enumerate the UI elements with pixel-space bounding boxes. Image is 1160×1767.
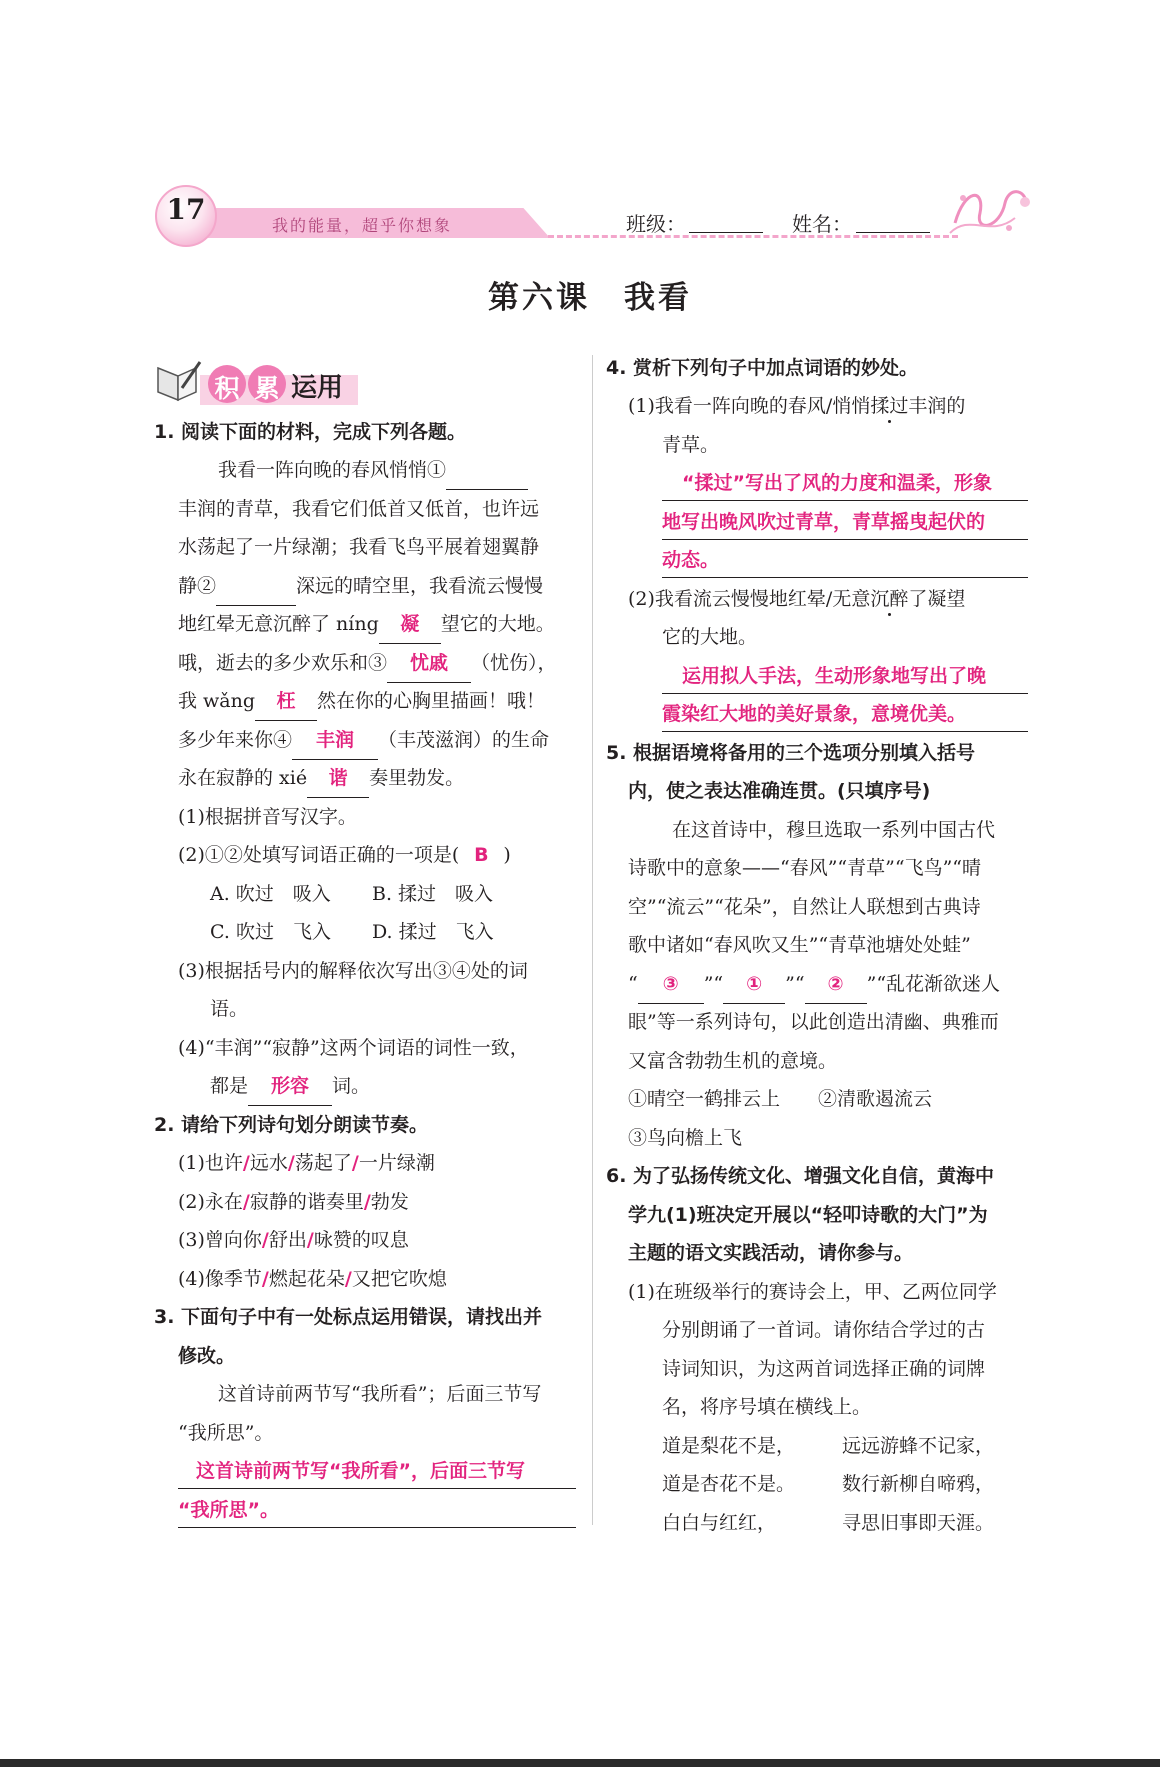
page-number: 17 [166,193,206,226]
rhythm-slash: / [363,1191,371,1213]
section-ji: 积 [214,374,240,403]
q1-text: 奏里勃发。 [369,767,465,789]
q4-text: 了凝望 [908,588,966,610]
q4-answer-line [662,500,1028,501]
answer-xie[interactable]: 谐 [307,759,369,798]
dotted-word: 沉醉 [870,580,908,618]
q3-answer-2[interactable]: “我所思”。 [178,1499,279,1521]
q3-answer-1[interactable]: 这首诗前两节写“我所看”，后面三节写 [196,1460,525,1482]
q3-stem-1: 3. 下面句子中有一处标点运用错误，请找出并 [154,1306,543,1328]
column-divider [592,355,593,1525]
q1-line-b: 丰润的青草，我看它们低首又低首，也许远 [178,498,540,520]
q6-stem-1: 6. 为了弘扬传统文化、增强文化自信，黄海中 [606,1165,995,1187]
q5-fill-1[interactable]: ③ [638,965,704,1004]
q4-answer-line [662,693,1028,694]
q2-line-2 [178,1183,409,1221]
poem-b-line-3: 寻思旧事即天涯。 [842,1512,995,1534]
page-title: 第六课 我看 [488,280,692,316]
poem-a-line-2: 道是杏花不是。 [662,1473,796,1495]
book-pen-icon [152,358,204,404]
q5-text-1: 在这首诗中，穆旦选取一系列中国古代 [672,819,996,841]
q1-text: 词。 [332,1075,371,1097]
rhythm-text: 一片绿潮 [358,1152,435,1174]
q3-text-1: 这首诗前两节写“我所看”；后面三节写 [218,1383,542,1405]
rhythm-text: 荡起了 [294,1152,352,1174]
dotted-word: 揉过 [870,387,908,425]
rhythm-slash: / [287,1152,295,1174]
poem-a-line-3: 白白与红红， [662,1512,777,1534]
q1-text: （丰茂滋润）的生命 [378,729,550,751]
q1-text: 望它的大地。 [440,613,555,635]
rhythm-slash: / [344,1268,352,1290]
q1-line-f [178,644,557,683]
q5-option-3: ③鸟向檐上飞 [628,1127,743,1149]
option-d: D. 揉过 飞入 [372,921,494,943]
quote-pair: ”“ [703,973,724,995]
flower-ornament-icon [945,178,1035,240]
q1-text: 我 wǎng [178,690,256,712]
answer-fengrun[interactable]: 丰润 [292,721,378,760]
rhythm-text: 寂静的谐奏里 [249,1191,364,1213]
q4-answer-line [662,539,1028,540]
q1-line-e [178,605,555,644]
name-field[interactable] [856,232,930,233]
rhythm-slash: / [242,1152,250,1174]
answer-ning[interactable]: 凝 [379,605,441,644]
q3-answer-line-2 [178,1527,576,1528]
rhythm-slash: / [242,1191,250,1213]
rhythm-slash: / [351,1152,359,1174]
q5-fill-2[interactable]: ① [723,965,785,1004]
option-c: C. 吹过 飞入 [210,921,331,943]
q2-line-4 [178,1260,447,1298]
q2-line-3 [178,1221,409,1259]
q4-answer-1a[interactable]: “揉过”写出了风的力度和温柔，形象 [682,472,992,494]
option-b: B. 揉过 吸入 [372,883,494,905]
answer-choice[interactable]: B [474,844,489,866]
q5-text-4: 歌中诸如“春风吹又生”“青草池塘处处蛙” [628,934,971,956]
q5-stem-1: 5. 根据语境将备用的三个选项分别填入括号 [606,742,976,764]
q1-text: 深远的晴空里，我看流云慢慢 [296,575,544,597]
q1-sub1: (1)根据拼音写汉字。 [178,806,357,828]
q1-text: 我看一阵向晚的春风悄悄① [218,459,447,481]
q2-stem: 2. 请给下列诗句划分朗读节奏。 [154,1114,429,1136]
q2-line-1 [178,1144,435,1182]
q3-answer-line-1 [178,1488,576,1489]
quote-pair: ”“ [785,973,805,995]
q1-sub3b: 语。 [210,998,249,1020]
q1-text: 静② [178,575,217,597]
q6-sub1c: 诗词知识，为这两首词选择正确的词牌 [662,1358,986,1380]
option-a: A. 吹过 吸入 [210,883,331,905]
poem-b-line-2: 数行新柳自啼鸦， [842,1473,995,1495]
q6-sub1a: (1)在班级举行的赛诗会上，甲、乙两位同学 [628,1281,997,1303]
q4-sub1a [628,387,965,425]
q1-line-a [218,451,528,490]
q1-text: (2)①②处填写词语正确的一项是( [178,844,460,866]
q4-answer-1b[interactable]: 地写出晚风吹过青草，青草摇曳起伏的 [662,511,986,533]
q1-line-d [178,567,543,606]
q5-option-1: ①晴空一鹤排云上 [628,1088,781,1110]
q1-sub4b [210,1067,370,1106]
slogan: 我的能量，超乎你想象 [272,216,453,235]
rhythm-text: (2)永在 [178,1191,243,1213]
q1-text: 都是 [210,1075,249,1097]
blank-2[interactable] [216,567,296,606]
q1-line-c: 水荡起了一片绿潮；我看飞鸟平展着翅翼静 [178,536,540,558]
rhythm-text: 舒出 [268,1229,307,1251]
rhythm-text: (3)曾向你 [178,1229,262,1251]
answer-youqi[interactable]: 忧戚 [387,644,471,683]
q3-text-2: “我所思”。 [178,1422,274,1444]
q1-text: 永在寂静的 xié [178,767,308,789]
answer-wang[interactable]: 枉 [255,682,317,721]
q1-sub2 [178,836,511,874]
q5-text: “乱花渐欲迷人 [876,973,1001,995]
q4-answer-line [662,577,1028,578]
q4-answer-1c[interactable]: 动态。 [662,549,720,571]
q5-text-2: 诗歌中的意象——“春风”“青草”“飞鸟”“晴 [628,857,981,879]
q1-text: 多少年来你④ [178,729,293,751]
q4-text: 丰润的 [908,395,966,417]
q4-text: (1)我看一阵向晚的春风/悄悄 [628,395,871,417]
q6-stem-2: 学九(1)班决定开展以“轻叩诗歌的大门”为 [628,1204,988,1226]
q1-text: 地红晕无意沉醉了 níng [178,613,379,635]
rhythm-slash: / [261,1268,269,1290]
name-label: 姓名： [792,212,852,236]
rhythm-text: 咏赞的叹息 [313,1229,409,1251]
q3-stem-2: 修改。 [178,1345,236,1367]
q1-text: （忧伤）， [471,652,557,674]
q1-line-i [178,759,464,798]
rhythm-slash: / [261,1229,269,1251]
section-lei: 累 [254,374,280,403]
q1-sub4a: (4)“丰润”“寂静”这两个词语的词性一致， [178,1037,529,1059]
q5-stem-2: 内，使之表达准确连贯。(只填序号) [628,780,931,802]
q5-text-7: 又富含勃勃生机的意境。 [628,1050,838,1072]
poem-b-line-1: 远远游蜂不记家， [842,1435,995,1457]
q1-line-g [178,682,545,721]
q4-sub2a [628,580,965,618]
q1-text: 哦，逝去的多少欢乐和③ [178,652,388,674]
q5-option-2: ②清歌遏流云 [818,1088,933,1110]
rhythm-text: 远水 [249,1152,288,1174]
answer-xingrong[interactable]: 形容 [248,1067,332,1106]
q1-text: 然在你的心胸里描画！哦！ [317,690,546,712]
q4-sub2b: 它的大地。 [662,626,758,648]
q1-line-h [178,721,549,760]
class-field[interactable] [689,232,763,233]
q5-text-5 [628,965,1000,1004]
q4-text: (2)我看流云慢慢地红晕/无意 [628,588,871,610]
q6-stem-3: 主题的语文实践活动，请你参与。 [628,1242,914,1264]
quote-open: “ [628,973,638,995]
q4-stem: 4. 赏析下列句子中加点词语的妙处。 [606,357,919,379]
rhythm-text: (4)像季节 [178,1268,262,1290]
rhythm-text: 勃发 [370,1191,409,1213]
class-label: 班级： [626,212,686,236]
rhythm-slash: / [306,1229,314,1251]
q4-sub1b: 青草。 [662,434,720,456]
q5-text-3: 空”“流云”“花朵”，自然让人联想到古典诗 [628,896,981,918]
q6-sub1d: 名，将序号填在横线上。 [662,1396,872,1418]
section-title: 运用 [291,373,344,403]
quote-close: ” [866,973,877,995]
q1-stem: 1. 阅读下面的材料，完成下列各题。 [154,421,467,443]
bottom-strip [0,1759,1160,1767]
q1-sub3a: (3)根据括号内的解释依次写出③④处的词 [178,960,528,982]
q4-answer-line [662,731,1028,732]
q4-answer-2b[interactable]: 霞染红大地的美好景象，意境优美。 [662,703,967,725]
q5-text-6: 眼”等一系列诗句，以此创造出清幽、典雅而 [628,1011,999,1033]
rhythm-text: 又把它吹熄 [351,1268,447,1290]
rhythm-text: (1)也许 [178,1152,243,1174]
rhythm-text: 燃起花朵 [268,1268,345,1290]
q6-sub1b: 分别朗诵了一首词。请你结合学过的古 [662,1319,986,1341]
blank-1[interactable] [446,451,528,490]
header-dash [548,235,958,238]
q1-text: ) [503,844,511,866]
poem-a-line-1: 道是梨花不是， [662,1435,796,1457]
q5-fill-3[interactable]: ② [805,965,867,1004]
q4-answer-2a[interactable]: 运用拟人手法，生动形象地写出了晚 [682,665,987,687]
